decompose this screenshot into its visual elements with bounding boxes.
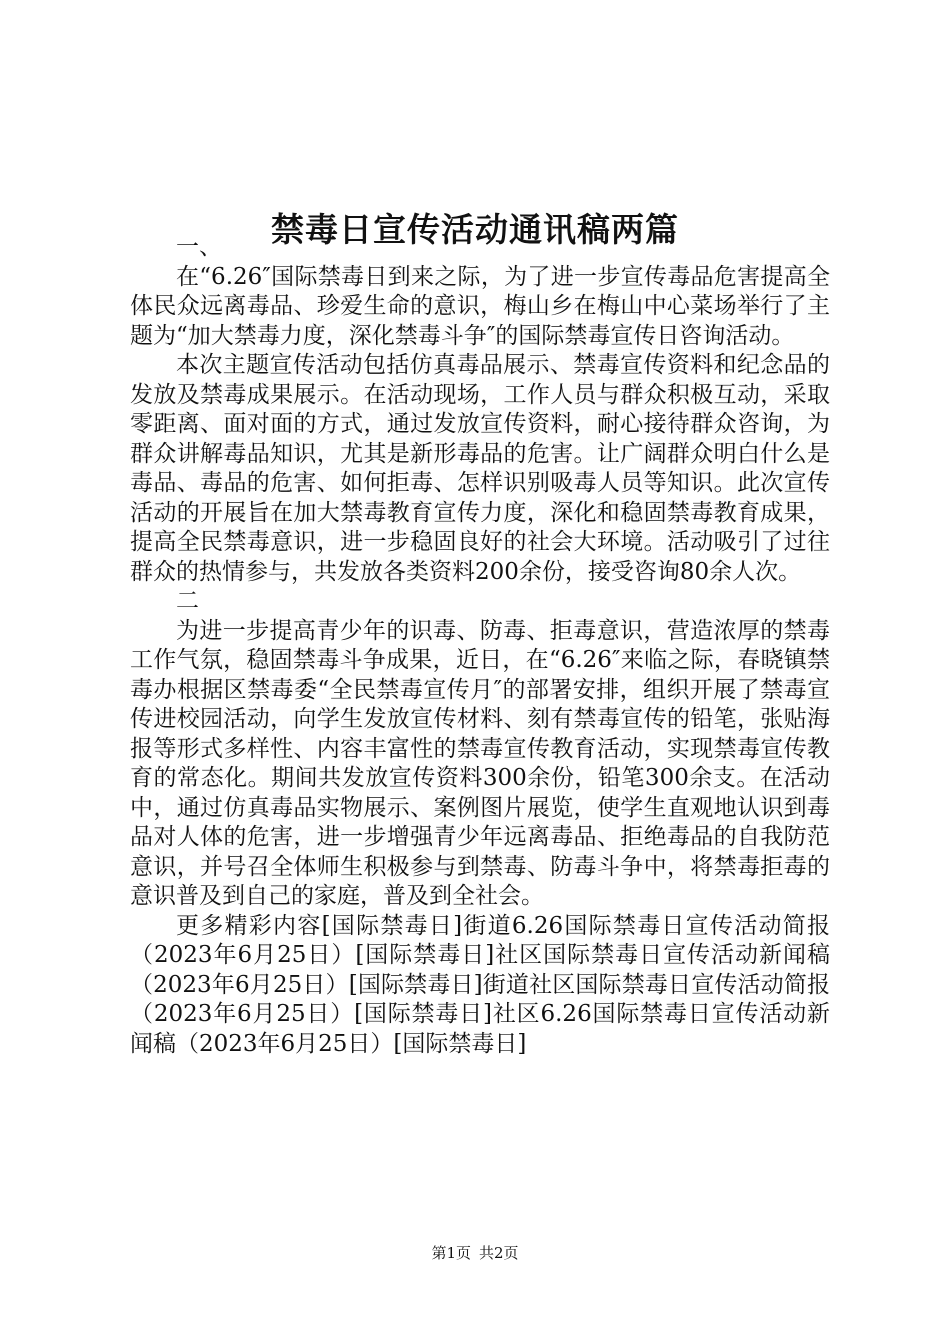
- page-footer: [0, 1243, 950, 1263]
- page-number-total: 共2页: [479, 1244, 519, 1262]
- document-title: 禁毒日宣传活动通讯稿两篇: [271, 210, 679, 250]
- section-heading-two: 二: [176, 588, 199, 614]
- page-number-current: 第1页: [431, 1244, 471, 1262]
- more-content-links: 更多精彩内容[国际禁毒日]街道6.26国际禁毒日宣传活动简报（2023年6月25日）[国际禁毒日]社区国际禁毒日宣传活动新闻稿（2023年6月25日）[国际禁毒日]街道社区国际禁毒日宣传活动简报（2023年6月25日）[国际禁毒日]社区6.26国际禁毒日宣传活动新闻稿（2023年6月25日）[国际禁毒日]: [130, 912, 830, 1057]
- document-body: [130, 233, 830, 1059]
- section-heading-one: 一、: [176, 234, 222, 260]
- paragraph: 为进一步提高青少年的识毒、防毒、拒毒意识，营造浓厚的禁毒工作气氛，稳固禁毒斗争成果，近日，在“6.26″来临之际，春晓镇禁毒办根据区禁毒委“全民禁毒宣传月″的部署安排，组织开展了禁毒宣传进校园活动，向学生发放宣传材料、刻有禁毒宣传的铅笔，张贴海报等形式多样性、内容丰富性的禁毒宣传教育活动，实现禁毒宣传教育的常态化。期间共发放宣传资料300余份，铅笔300余支。在活动中，通过仿真毒品实物展示、案例图片展览，使学生直观地认识到毒品对人体的危害，进一步增强青少年远离毒品、拒绝毒品的自我防范意识，并号召全体师生积极参与到禁毒、防毒斗争中，将禁毒拒毒的意识普及到自己的家庭，普及到全社会。: [130, 617, 830, 909]
- paragraph: 在“6.26″国际禁毒日到来之际，为了进一步宣传毒品危害提高全体民众远离毒品、珍爱生命的意识，梅山乡在梅山中心菜场举行了主题为“加大禁毒力度，深化禁毒斗争″的国际禁毒宣传日咨询活动。: [130, 263, 830, 349]
- paragraph: 本次主题宣传活动包括仿真毒品展示、禁毒宣传资料和纪念品的发放及禁毒成果展示。在活动现场，工作人员与群众积极互动，采取零距离、面对面的方式，通过发放宣传资料，耐心接待群众咨询，为群众讲解毒品知识，尤其是新形毒品的危害。让广阔群众明白什么是毒品、毒品的危害、如何拒毒、怎样识别吸毒人员等知识。此次宣传活动的开展旨在加大禁毒教育宣传力度，深化和稳固禁毒教育成果，提高全民禁毒意识，进一步稳固良好的社会大环境。活动吸引了过往群众的热情参与，共发放各类资料200余份，接受咨询80余人次。: [130, 352, 830, 585]
